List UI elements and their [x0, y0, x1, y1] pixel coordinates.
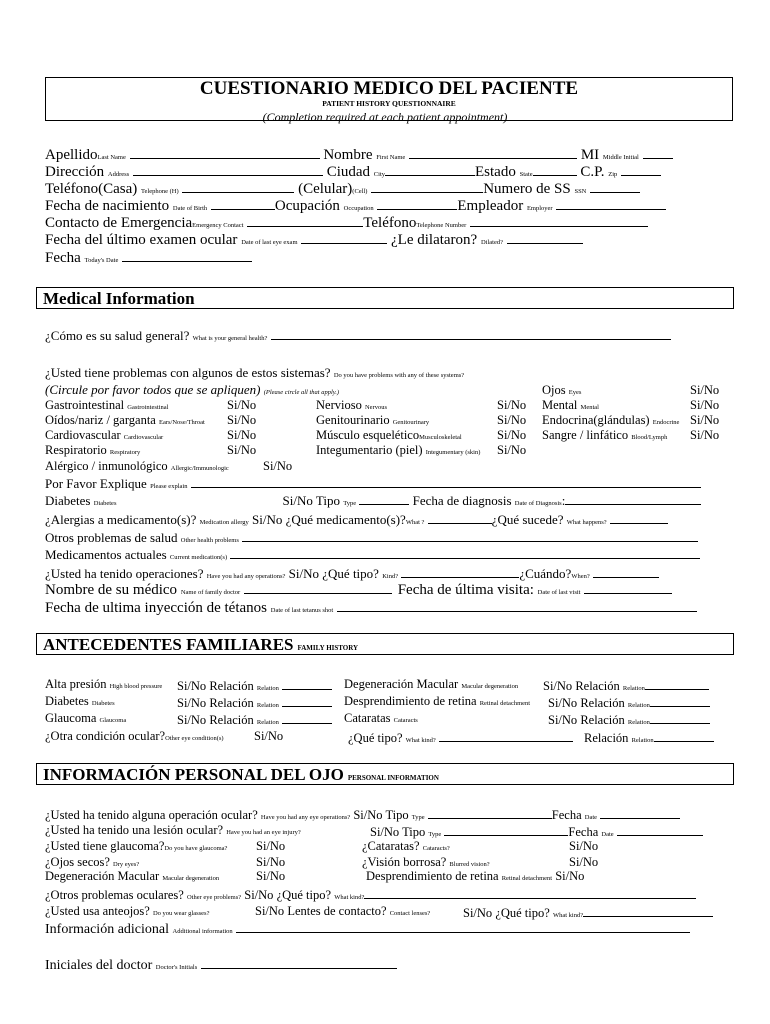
label-eye-secos-en: Dry eyes? — [113, 861, 140, 868]
label-eye-fecha: Fecha — [551, 808, 582, 822]
label-que-med-en: What ? — [405, 519, 425, 526]
label-mental-en: Mental — [580, 404, 599, 411]
label-tel-casa: Teléfono(Casa) — [45, 181, 138, 197]
label-eye-lentes-en: Contact lenses? — [389, 910, 431, 917]
label-celular-en: (Cell) — [352, 188, 368, 195]
label-apellido: Apellido — [45, 147, 98, 163]
label-fam-cataratas-en: Cataracts — [393, 717, 418, 724]
fam-diabetes-relation-field[interactable] — [282, 694, 332, 707]
label-fam-otra: ¿Otra condición ocular? — [45, 729, 166, 743]
todays-date-field[interactable] — [122, 249, 252, 262]
label-eye-borrosa: ¿Visión borrosa? — [362, 855, 447, 869]
family-section-header — [36, 633, 734, 655]
eye-operation-type-field[interactable] — [428, 806, 552, 819]
label-fam-desprend-en: Retinal detachment — [479, 700, 531, 707]
label-eye-lentes: Lentes de contacto? — [287, 904, 387, 918]
state-field[interactable] — [533, 163, 577, 176]
label-fam-diabetes-en: Diabetes — [91, 700, 115, 707]
label-cardio-en: Cardiovascular — [123, 434, 164, 441]
label-eye-tipo-en: Type — [428, 831, 442, 838]
eye-glaucoma — [45, 839, 227, 856]
fam-diabetes — [45, 694, 115, 711]
eye-glaucoma-sino[interactable]: Si/No — [256, 839, 286, 853]
label-eye-otros: ¿Otros problemas oculares? — [45, 888, 184, 902]
label-fecha-nac: Fecha de nacimiento — [45, 198, 170, 214]
eye-macular — [45, 869, 219, 886]
label-relacion-en: Relation — [256, 719, 279, 726]
label-operaciones-en: Have you had any operations? — [206, 573, 286, 580]
explain-field[interactable] — [191, 475, 701, 488]
label-medico: Nombre de su médico — [45, 582, 178, 598]
label-eye-lesion: ¿Usted ha tenido una lesión ocular? — [45, 823, 224, 837]
form-title: CUESTIONARIO MEDICO DEL PACIENTE — [199, 78, 579, 99]
label-apellido-en: Last Name — [97, 154, 126, 161]
label-gastro-en: Gastrointestinal — [127, 404, 169, 411]
fam-otra — [45, 729, 224, 746]
label-eye-que-tipo2: ¿Qué tipo? — [495, 906, 550, 920]
label-fecha-diag-en: Date of Diagnosis — [514, 500, 562, 507]
fam-diabetes-sino[interactable]: Si/No — [177, 696, 207, 710]
label-fam-diabetes: Diabetes — [45, 694, 89, 708]
fam-macular-relation-field[interactable] — [645, 677, 709, 690]
label-nombre: Nombre — [323, 147, 373, 163]
row-adicional — [45, 920, 725, 940]
label-fecha-diag: Fecha de diagnosis — [412, 493, 512, 508]
operation-when-field[interactable] — [593, 565, 659, 578]
sys-sangre-sino[interactable]: Si/No — [690, 428, 720, 442]
sys-alergico-sino[interactable]: Si/No — [263, 459, 293, 473]
emergency-contact-field[interactable] — [247, 214, 363, 227]
fam-kind-relation-field[interactable] — [654, 729, 714, 742]
middle-initial-field[interactable] — [643, 146, 673, 159]
eye-operation-date-field[interactable] — [600, 806, 680, 819]
label-mi: MI — [580, 147, 600, 163]
fam-glaucoma — [45, 711, 126, 728]
label-integ: Integumentario (piel) — [316, 443, 423, 457]
label-que-med: ¿Qué medicamento(s)? — [285, 512, 406, 527]
sys-endocrina-sino[interactable]: Si/No — [690, 413, 720, 427]
label-eye-otros-en: Other eye problems? — [186, 894, 242, 901]
label-alergias: ¿Alergias a medicamento(s)? — [45, 512, 197, 527]
label-eye-tipo: Tipo — [385, 808, 409, 822]
what-happens-field[interactable] — [610, 511, 668, 524]
medication-field[interactable] — [428, 511, 492, 524]
label-explique: Por Favor Explique — [45, 476, 147, 491]
alergias-sino[interactable]: Si/No — [252, 512, 283, 527]
operaciones-sino[interactable]: Si/No — [288, 566, 320, 581]
family-doctor-field[interactable] — [244, 581, 392, 594]
general-health-field[interactable] — [271, 327, 671, 340]
eye-heading: INFORMACIÓN PERSONAL DEL OJO — [43, 765, 344, 784]
label-fam-que-tipo-en: What kind? — [405, 737, 436, 744]
row-medicamentos — [45, 546, 725, 566]
label-eye-que-tipo-en: What kind? — [334, 894, 365, 901]
label-mental: Mental — [542, 398, 578, 412]
other-health-field[interactable] — [242, 529, 698, 542]
label-diabetes-en: Diabetes — [93, 500, 117, 507]
eye-lesion — [45, 823, 301, 840]
label-gastro: Gastrointestinal — [45, 398, 125, 412]
label-eye-fecha-en: Date — [584, 814, 598, 821]
label-ocupacion-en: Occupation — [343, 205, 374, 212]
label-alergico: Alérgico / inmunológico — [45, 459, 168, 473]
label-musculo: Músculo esquelético — [316, 428, 420, 442]
label-relacion: Relación — [584, 731, 629, 745]
label-diabetes: Diabetes — [45, 493, 91, 508]
label-salud-en: What is your general health? — [192, 335, 268, 342]
sys-resp-sino[interactable]: Si/No — [227, 443, 257, 457]
label-nervioso: Nervioso — [316, 398, 362, 412]
form-note: (Completion required at each patient appointment) — [262, 110, 508, 124]
eye-secos-sino[interactable]: Si/No — [256, 855, 286, 869]
label-relacion-en: Relation — [627, 719, 650, 726]
fam-glaucoma-relation-field[interactable] — [282, 711, 332, 724]
label-medico-en: Name of family doctor — [180, 589, 241, 596]
row-iniciales — [45, 956, 725, 976]
doctor-initials-field[interactable] — [201, 956, 397, 969]
label-iniciales: Iniciales del doctor — [45, 958, 153, 973]
label-relacion: Relación — [580, 713, 625, 727]
label-tetanos-en: Date of last tetanus shot — [270, 607, 334, 614]
sys-mental-sino[interactable]: Si/No — [690, 398, 720, 412]
sys-cardio-sino[interactable]: Si/No — [227, 428, 257, 442]
sys-oidos-sino[interactable]: Si/No — [227, 413, 257, 427]
label-tetanos: Fecha de ultima inyección de tétanos — [45, 600, 268, 616]
label-fam-macular-en: Macular degeneration — [461, 683, 519, 690]
fam-que-tipo-rel — [584, 729, 714, 748]
label-oidos: Oídos/nariz / garganta — [45, 413, 156, 427]
fam-presion — [45, 677, 162, 694]
emergency-phone-field[interactable] — [470, 214, 648, 227]
form-subtitle: PATIENT HISTORY QUESTIONNAIRE — [322, 99, 456, 108]
sys-alergico — [45, 459, 229, 476]
label-fecha-en: Today's Date — [84, 257, 119, 264]
sys-nervioso-sino[interactable]: Si/No — [497, 398, 527, 412]
label-problemas: ¿Usted tiene problemas con algunos de estos sistemas? — [45, 365, 331, 380]
fam-desprend — [344, 694, 530, 711]
label-tipo-en: Type — [343, 500, 357, 507]
last-name-field[interactable] — [130, 146, 320, 159]
eye-borrosa-sino[interactable]: Si/No — [569, 855, 599, 869]
fam-glaucoma-rel — [177, 711, 332, 730]
label-eye-macular: Degeneración Macular — [45, 869, 160, 883]
label-cp: C.P. — [580, 164, 605, 180]
label-ciudad: Ciudad — [326, 164, 371, 180]
label-relacion-en: Relation — [622, 685, 645, 692]
eye-heading-en: PERSONAL INFORMATION — [347, 774, 439, 782]
label-fam-glaucoma-en: Glaucoma — [99, 717, 127, 724]
row-general-health — [45, 327, 725, 347]
label-relacion: Relación — [209, 679, 254, 693]
fam-presion-sino[interactable]: Si/No — [177, 679, 207, 693]
label-alergias-en: Medication allergy — [199, 519, 249, 526]
label-eye-que-tipo2-en: What kind? — [552, 912, 584, 919]
eye-section-header — [36, 763, 734, 785]
birth-date-field[interactable] — [211, 197, 275, 210]
label-nervioso-en: Nervous — [364, 404, 387, 411]
label-circule-en: (Please circle all that apply.) — [263, 389, 340, 396]
eye-lens-type-field[interactable] — [583, 904, 713, 917]
label-fam-macular: Degeneración Macular — [344, 677, 459, 691]
eye-cataratas-sino[interactable]: Si/No — [569, 839, 599, 853]
label-fecha: Fecha — [45, 250, 81, 266]
label-fam-presion-en: High blood pressure — [109, 683, 163, 690]
label-relacion-en: Relation — [631, 737, 654, 744]
label-iniciales-en: Doctor's Initials — [155, 964, 198, 971]
label-fam-otra-en: Other eye condition(s) — [165, 735, 224, 742]
medical-heading: Medical Information — [43, 289, 195, 308]
label-relacion: Relación — [575, 679, 620, 693]
eye-operacion-sino[interactable]: Si/No — [353, 808, 383, 822]
label-relacion: Relación — [580, 696, 625, 710]
sys-gastro-sino[interactable]: Si/No — [227, 398, 257, 412]
label-tel-casa-en: Telephone (H) — [141, 188, 179, 195]
label-eye-cataratas: ¿Cataratas? — [362, 839, 420, 853]
label-mi-en: Middle Initial — [602, 154, 639, 161]
diagnosis-date-field[interactable] — [565, 492, 701, 505]
label-dilataron-en: Dilated? — [480, 239, 503, 246]
label-fam-que-tipo: ¿Qué tipo? — [348, 731, 403, 745]
current-medication-field[interactable] — [230, 546, 700, 559]
label-estado-en: State — [519, 171, 533, 178]
label-ojos: Ojos — [542, 383, 566, 397]
label-salud: ¿Cómo es su salud general? — [45, 328, 190, 343]
label-adicional-en: Additional information — [172, 928, 233, 935]
eye-anteojos — [45, 904, 209, 921]
additional-info-field[interactable] — [236, 920, 690, 933]
label-cp-en: Zip — [608, 171, 618, 178]
label-dilataron: ¿Le dilataron? — [391, 232, 478, 248]
eye-injury-date-field[interactable] — [617, 823, 703, 836]
label-otros-en: Other health problems — [180, 537, 239, 544]
label-eye-fecha-en: Date — [601, 831, 614, 838]
label-relacion-en: Relation — [256, 685, 279, 692]
row-tetanos — [45, 599, 725, 619]
label-relacion-en: Relation — [627, 702, 650, 709]
label-eye-fecha: Fecha — [568, 825, 599, 839]
label-relacion-en: Relation — [256, 702, 279, 709]
dilated-field[interactable] — [507, 231, 583, 244]
row-last-exam — [45, 231, 725, 251]
label-tipo: Tipo — [315, 493, 340, 508]
label-telefono: Teléfono — [363, 215, 417, 231]
eye-desprend-sino[interactable]: Si/No — [555, 869, 585, 883]
last-exam-field[interactable] — [301, 231, 387, 244]
row-diabetes: Diabetes Diabetes Si/No Tipo Type Fecha de diagnosis Date of Diagnosis: — [45, 492, 725, 512]
label-eye-secos: ¿Ojos secos? — [45, 855, 110, 869]
eye-lentes-sino[interactable]: Si/No — [463, 906, 493, 920]
eye-lentes — [255, 904, 430, 921]
label-contacto-en: Emergency Contact — [192, 222, 244, 229]
label-eye-que-tipo: ¿Qué tipo? — [276, 888, 332, 902]
fam-cataratas-rel — [548, 711, 710, 730]
family-heading: ANTECEDENTES FAMILIARES — [43, 635, 294, 654]
label-medicamentos-en: Current medication(s) — [169, 554, 228, 561]
label-eye-glaucoma: ¿Usted tiene glaucoma? — [45, 839, 165, 853]
label-nombre-en: First Name — [376, 154, 406, 161]
diabetes-sino[interactable]: Si/No — [282, 493, 313, 508]
eye-otros — [45, 886, 696, 905]
family-heading-en: FAMILY HISTORY — [297, 644, 359, 652]
label-fam-desprend: Desprendimiento de retina — [344, 694, 477, 708]
label-celular: (Celular) — [298, 181, 353, 197]
eye-desprend — [366, 869, 584, 886]
label-eye-lesion-en: Have you had an eye injury? — [226, 829, 301, 836]
first-name-field[interactable] — [409, 146, 577, 159]
label-que-sucede: ¿Qué sucede? — [491, 512, 564, 527]
label-adicional: Información adicional — [45, 922, 170, 937]
occupation-field[interactable] — [377, 197, 457, 210]
row-medico — [45, 581, 725, 601]
fam-presion-relation-field[interactable] — [282, 677, 332, 690]
eye-injury-type-field[interactable] — [444, 823, 568, 836]
zip-field[interactable] — [621, 163, 661, 176]
label-musculo-en: Musculoskeletal — [419, 434, 462, 441]
operation-kind-field[interactable] — [401, 565, 519, 578]
label-resp-en: Respiratory — [109, 449, 141, 456]
label-eye-desprend: Desprendimiento de retina — [366, 869, 499, 883]
label-eye-tipo-en: Type — [411, 814, 425, 821]
fam-cataratas — [344, 711, 418, 728]
label-ciudad-en: City — [373, 171, 385, 178]
label-fam-glaucoma: Glaucoma — [45, 711, 97, 725]
label-ultima-visita: Fecha de última visita: — [397, 582, 534, 598]
label-cuando-en: When? — [571, 573, 590, 580]
label-relacion: Relación — [209, 713, 254, 727]
label-otros: Otros problemas de salud — [45, 530, 178, 545]
label-eye-desprend-en: Retinal detachment — [501, 875, 553, 882]
fam-macular — [344, 677, 518, 694]
label-eye-macular-en: Macular degeneration — [162, 875, 220, 882]
label-genito: Genitourinario — [316, 413, 390, 427]
label-fam-cataratas: Cataratas — [344, 711, 391, 725]
sys-integ — [316, 443, 480, 460]
last-visit-field[interactable] — [584, 581, 672, 594]
fam-que-tipo — [348, 729, 573, 748]
label-eye-operacion: ¿Usted ha tenido alguna operación ocular? — [45, 808, 258, 822]
sys-genito-sino[interactable]: Si/No — [497, 413, 527, 427]
label-oidos-en: Ears/Nose/Throat — [158, 419, 205, 426]
label-eye-tipo: Tipo — [402, 825, 426, 839]
row-alergias — [45, 511, 725, 531]
label-que-tipo-en: Kind? — [382, 573, 399, 580]
sys-sangre — [542, 428, 667, 445]
label-direccion: Dirección — [45, 164, 105, 180]
city-field[interactable] — [385, 163, 475, 176]
sys-resp — [45, 443, 140, 460]
row-date — [45, 249, 725, 269]
label-numero-ss: Numero de SS — [483, 181, 571, 197]
fam-cataratas-relation-field[interactable] — [650, 711, 710, 724]
label-fecha-nac-en: Date of Birth — [172, 205, 208, 212]
label-integ-en: Integumentary (skin) — [425, 449, 481, 456]
address-field[interactable] — [133, 163, 323, 176]
label-empleador: Empleador — [457, 198, 524, 214]
label-resp: Respiratorio — [45, 443, 107, 457]
fam-desprend-sino[interactable]: Si/No — [548, 696, 578, 710]
label-operaciones: ¿Usted ha tenido operaciones? — [45, 566, 204, 581]
label-estado: Estado — [475, 164, 516, 180]
label-relacion: Relación — [209, 696, 254, 710]
label-contacto: Contacto de Emergencia — [45, 215, 193, 231]
fam-desprend-relation-field[interactable] — [650, 694, 710, 707]
label-sangre: Sangre / linfático — [542, 428, 629, 442]
label-empleador-en: Employer — [526, 205, 553, 212]
sys-musculo-sino[interactable]: Si/No — [497, 428, 527, 442]
eye-macular-sino[interactable]: Si/No — [256, 869, 286, 883]
label-ojos-en: Eyes — [568, 389, 582, 396]
fam-macular-sino[interactable]: Si/No — [543, 679, 573, 693]
label-eye-cataratas-en: Cataracts? — [422, 845, 450, 852]
label-sangre-en: Blood/Lymph — [631, 434, 668, 441]
label-endocrina-en: Endocrine — [652, 419, 680, 426]
label-que-sucede-en: What happens? — [566, 519, 607, 526]
fam-otra-sino[interactable]: Si/No — [254, 729, 284, 743]
label-direccion-en: Address — [107, 171, 130, 178]
fam-cataratas-sino[interactable]: Si/No — [548, 713, 578, 727]
eye-lesion-sino[interactable]: Si/No — [370, 825, 400, 839]
tetanus-field[interactable] — [337, 599, 697, 612]
label-ultima-visita-en: Date of last visit — [537, 589, 581, 596]
label-cardio: Cardiovascular — [45, 428, 121, 442]
employer-field[interactable] — [556, 197, 666, 210]
label-eye-borrosa-en: Blurred vision? — [449, 861, 490, 868]
label-eye-anteojos: ¿Usted usa anteojos? — [45, 904, 150, 918]
home-phone-field[interactable] — [182, 180, 294, 193]
label-eye-glaucoma-en: Do you have glaucoma? — [164, 845, 228, 852]
label-eye-operacion-en: Have you had any eye operations? — [260, 814, 351, 821]
label-telefono-en: Telephone Number — [416, 222, 467, 229]
label-problemas-en: Do you have problems with any of these systems? — [333, 372, 465, 379]
ssn-field[interactable] — [590, 180, 640, 193]
cell-phone-field[interactable] — [371, 180, 483, 193]
label-alergico-en: Allergic/Immunologic — [170, 465, 229, 472]
sys-ojos-sino[interactable]: Si/No — [690, 383, 720, 397]
eye-anteojos-sino[interactable]: Si/No — [255, 904, 285, 918]
fam-kind-field[interactable] — [439, 729, 573, 742]
eye-other-problems-field[interactable] — [364, 886, 696, 899]
label-ssn-en: SSN — [574, 188, 587, 195]
eye-otros-sino[interactable]: Si/No — [244, 888, 274, 902]
label-circule: (Circule por favor todos que se apliquen) — [45, 382, 261, 397]
label-ultimo-examen-en: Date of last eye exam — [241, 239, 298, 246]
diabetes-type-field[interactable] — [359, 492, 409, 505]
label-endocrina: Endocrina(glándulas) — [542, 413, 650, 427]
label-que-tipo: ¿Qué tipo? — [322, 566, 379, 581]
fam-glaucoma-sino[interactable]: Si/No — [177, 713, 207, 727]
label-ocupacion: Ocupación — [274, 198, 340, 214]
label-genito-en: Genitourinary — [392, 419, 430, 426]
label-eye-anteojos-en: Do you wear glasses? — [152, 910, 210, 917]
label-fam-presion: Alta presión — [45, 677, 107, 691]
eye-cataratas — [362, 839, 450, 856]
label-medicamentos: Medicamentos actuales — [45, 547, 167, 562]
sys-integ-sino[interactable]: Si/No — [497, 443, 527, 457]
label-ultimo-examen: Fecha del último examen ocular — [45, 232, 238, 248]
medical-section-header — [36, 287, 734, 309]
label-explique-en: Please explain — [150, 483, 188, 490]
label-cuando: ¿Cuándo? — [519, 566, 572, 581]
